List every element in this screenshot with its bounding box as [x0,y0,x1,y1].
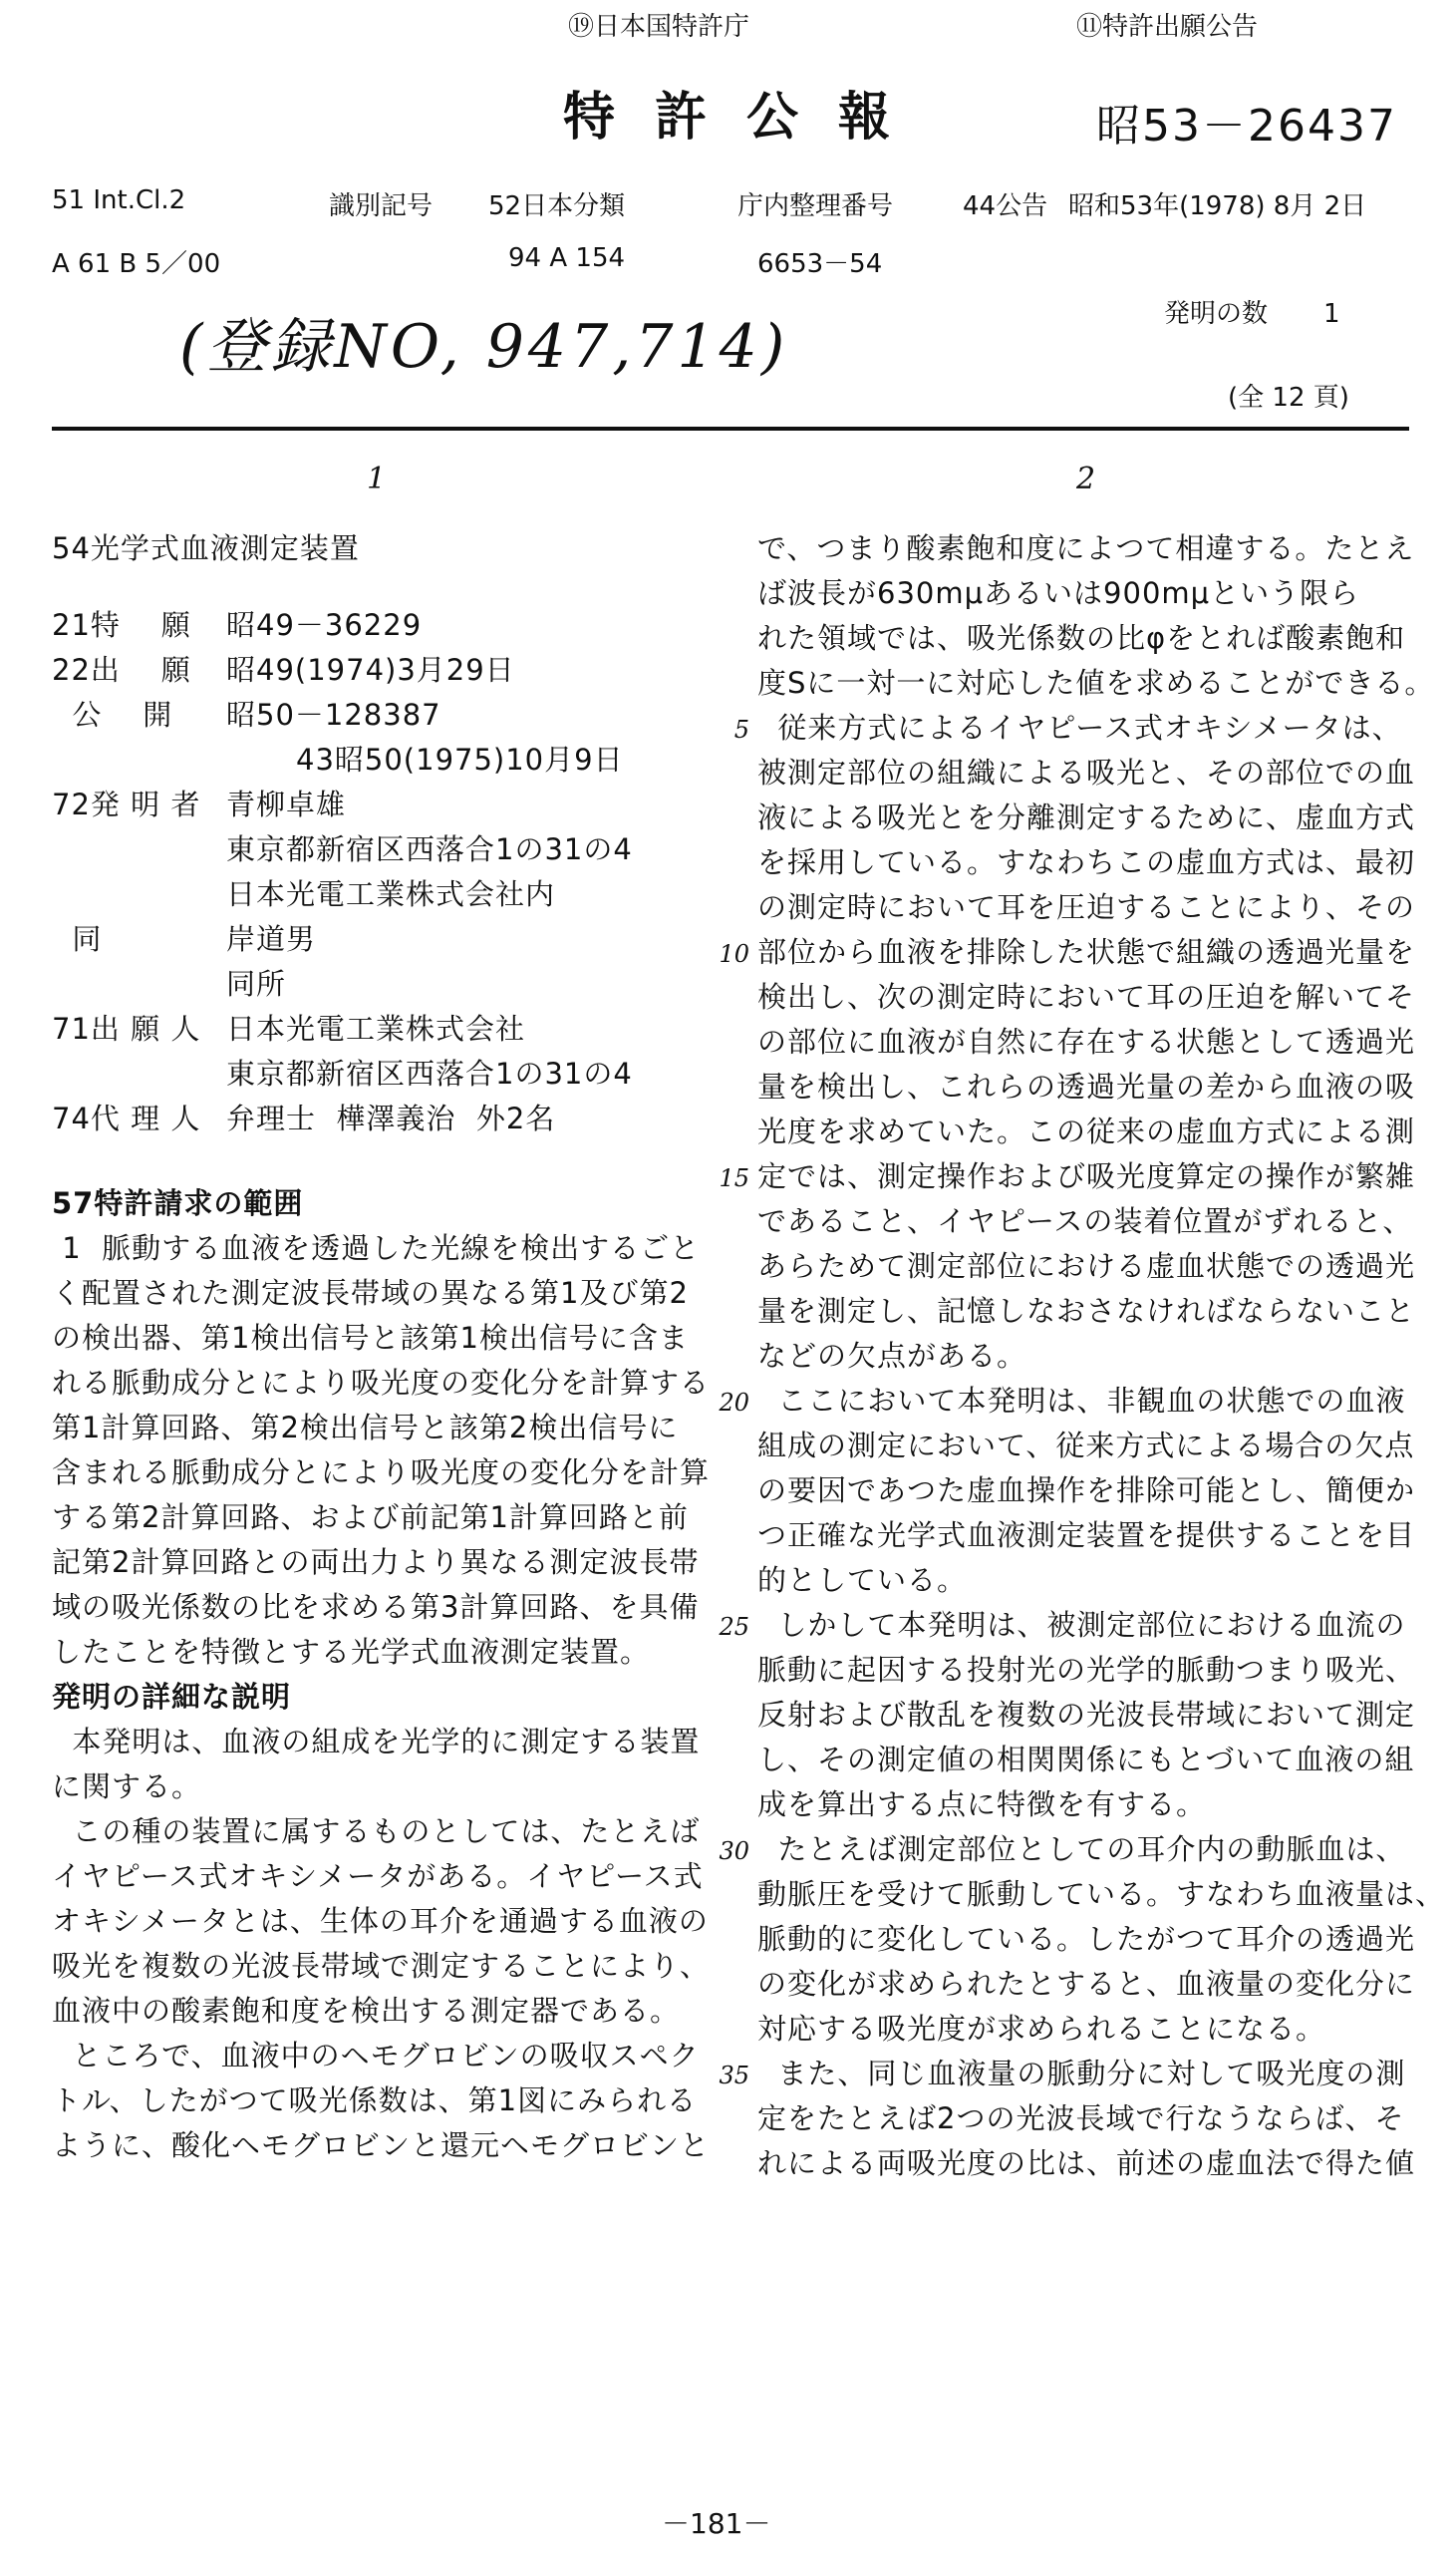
body-line-right: 液による吸光とを分離測定するために、虚血方式 [757,800,1416,834]
biblio-label: 公 開 [52,698,173,732]
biblio-value: 弁理士 樺澤義治 外2名 [226,1102,556,1135]
claims-heading: 57特許請求の範囲 [52,1186,304,1220]
right-column [757,526,1446,2186]
body-line-right: を採用している。すなわちこの虚血方式は、最初 [757,845,1416,879]
detail-line: 血液中の酸素飽和度を検出する測定器である。 [52,1994,681,2028]
body-line-right: であること、イヤピースの装着位置がずれると、 [757,1204,1413,1238]
kokoku-date: 昭和53年(1978) 8月 2日 [1068,191,1367,221]
body-line-right: つ正確な光学式血液測定装置を提供することを目 [757,1518,1416,1552]
biblio-label: 同 [52,922,103,956]
biblio-value: 昭50－128387 [226,698,441,732]
claims-line: 記第2計算回路との両出力より異なる測定波長帯 [52,1545,700,1579]
gazette-title: 特許公報 [563,88,931,148]
jp-class-label: 52日本分類 [488,191,626,221]
line-number: 10 [719,940,749,968]
biblio-value: 青柳卓雄 [226,788,347,821]
claims-line: 1 脈動する血液を透過した光線を検出するごと [52,1231,701,1265]
biblio-row [52,872,710,917]
body-line-right: 反射および散乱を複数の光波長帯域において測定 [757,1698,1416,1732]
body-line-right: 脈動的に変化している。したがつて耳介の透過光 [757,1922,1416,1956]
line-number: 20 [719,1389,749,1417]
seiri-label: 庁内整理番号 [737,191,894,221]
biblio-row [52,738,710,783]
header-rule [52,427,1409,431]
claims-line: れる脈動成分とにより吸光度の変化分を計算する [52,1366,711,1400]
publication-kind: ⑪特許出願公告 [1076,12,1259,42]
biblio-label: 22出 願 [52,653,191,687]
biblio-value: 日本光電工業株式会社 [226,1012,526,1046]
detail-heading: 発明の詳細な説明 [52,1680,292,1714]
line-number: 5 [733,716,749,744]
body-line-right: ここにおいて本発明は、非観血の状態での血液 [757,1384,1406,1418]
biblio-row [52,1097,710,1141]
biblio-value: 東京都新宿区西落合1の31の4 [226,832,633,866]
body-line-right: で、つまり酸素飽和度によつて相違する。たとえ [757,531,1415,565]
body-line-right: 量を検出し、これらの透過光量の差から血液の吸 [757,1070,1416,1104]
body-line-right: 動脈圧を受けて脈動している。すなわち血液量は、 [757,1877,1446,1911]
shikibetsu-label: 識別記号 [329,191,434,221]
kokoku-label: 44公告 [963,191,1048,221]
biblio-label [52,1052,226,1097]
claims-line: の検出器、第1検出信号と該第1検出信号に含ま [52,1321,689,1355]
body-line-right: 被測定部位の組織による吸光と、その部位での血 [757,756,1416,790]
line-number: 25 [719,1613,749,1641]
line-number: 35 [719,2062,749,2089]
body-line-right: 従来方式によるイヤピース式オキシメータは、 [757,711,1402,745]
total-pages: (全 12 頁) [1228,383,1349,413]
biblio-value: 43昭50(1975)10月9日 [296,743,624,777]
left-column [52,526,710,2168]
office-name: ⑲日本国特許庁 [568,12,750,42]
detail-line: イヤピース式オキシメータがある。イヤピース式 [52,1859,704,1893]
biblio-value: 日本光電工業株式会社内 [226,877,556,911]
claims-line: したことを特徴とする光学式血液測定装置。 [52,1635,651,1669]
body-line-right: 脈動に起因する投射光の光学的脈動つまり吸光、 [757,1653,1416,1687]
biblio-value: 昭49(1974)3月29日 [226,653,515,687]
biblio-label [52,738,226,783]
body-line-right: 対応する吸光度が求められることになる。 [757,2012,1326,2046]
body-line-right: れによる両吸光度の比は、前述の虚血法で得た値 [757,2146,1416,2180]
claims-line: 域の吸光係数の比を求める第3計算回路、を具備 [52,1590,700,1624]
detail-line: 本発明は、血液の組成を光学的に測定する装置 [52,1725,701,1758]
intcl-value: A 61 B 5／00 [52,249,221,279]
biblio-row [52,603,710,648]
body-line-right: たとえば測定部位としての耳介内の動脈血は、 [757,1832,1406,1866]
biblio-label [52,872,226,917]
jp-class-value: 94 A 154 [508,243,626,273]
biblio-row [52,962,710,1007]
body-line-right: 定をたとえば2つの光波長域で行なうならば、そ [757,2101,1405,2135]
biblio-row [52,1052,710,1097]
seiri-value: 6653－54 [757,249,883,279]
body-line-right: の部位に血液が自然に存在する状態として透過光 [757,1025,1416,1059]
biblio-value: 昭49－36229 [226,608,423,642]
body-line-right: また、同じ血液量の脈動分に対して吸光度の測 [757,2057,1406,2090]
claims-text [52,1226,710,1675]
registration-handwritten: (登録NO, 947,714) [179,312,789,382]
page-number: －181－ [662,2507,771,2540]
body-line-right: あらためて測定部位における虚血状態での透過光 [757,1249,1416,1283]
body-line-right: 光度を求めていた。この従来の虚血方式による測 [757,1115,1416,1148]
biblio-label: 21特 願 [52,608,191,642]
body-line-right: しかして本発明は、被測定部位における血流の [757,1608,1406,1642]
body-line-right: 定では、測定操作および吸光度算定の操作が繁雑 [757,1159,1416,1193]
invention-title: 54光学式血液測定装置 [52,531,360,565]
body-line-right: 度Sに一対一に対応した値を求めることができる。 [757,666,1435,700]
claims-line: く配置された測定波長帯域の異なる第1及び第2 [52,1276,689,1310]
claims-line: 含まれる脈動成分とにより吸光度の変化分を計算 [52,1455,711,1489]
biblio-label: 72発 明 者 [52,788,201,821]
publication-number: 昭53－26437 [1096,101,1397,152]
body-line-right: 成を算出する点に特徴を有する。 [757,1787,1207,1821]
biblio-value: 東京都新宿区西落合1の31の4 [226,1057,633,1091]
body-line-right: 部位から血液を排除した状態で組織の透過光量を [757,935,1416,969]
biblio-row [52,693,710,738]
biblio-label: 71出 願 人 [52,1012,201,1046]
column-number-right: 2 [1076,462,1096,496]
body-line-right: 量を測定し、記憶しなおさなければならないこと [757,1294,1416,1328]
detail-line: トル、したがつて吸光係数は、第1図にみられる [52,2083,698,2117]
body-line-right: れた領域では、吸光係数の比φをとれば酸素飽和 [757,621,1406,655]
body-line-right: し、その測定値の相関関係にもとづいて血液の組 [757,1743,1415,1776]
detail-text [52,1720,710,2168]
detail-line: この種の装置に属するものとしては、たとえば [52,1814,701,1848]
inventions-label: 発明の数 [1164,299,1269,329]
detail-line: ように、酸化ヘモグロビンと還元ヘモグロビンと [52,2128,711,2162]
detail-line: オキシメータとは、生体の耳介を通過する血液の [52,1904,709,1938]
body-line-right: などの欠点がある。 [757,1339,1027,1373]
biblio-row [52,1007,710,1052]
body-line-right: の要因であつた虚血操作を排除可能とし、簡便か [757,1473,1416,1507]
detail-line: に関する。 [52,1769,202,1803]
body-line-right: の測定時において耳を圧迫することにより、その [757,890,1416,924]
detail-line: 吸光を複数の光波長帯域で測定することにより、 [52,1949,711,1983]
biblio-row [52,648,710,693]
biblio-label: 74代 理 人 [52,1102,201,1135]
body-line-right: 検出し、次の測定時において耳の圧迫を解いてそ [757,980,1416,1014]
body-line-right: の変化が求められたとすると、血液量の変化分に [757,1967,1416,2001]
intcl-label: 51 Int.Cl.2 [52,185,186,215]
biblio-row [52,827,710,872]
line-number: 30 [719,1837,749,1865]
claims-line: 第1計算回路、第2検出信号と該第2検出信号に [52,1411,679,1444]
biblio-value: 岸道男 [226,922,317,956]
biblio-label [52,962,226,1007]
body-line-right: 組成の測定において、従来方式による場合の欠点 [757,1429,1415,1462]
inventions-count: 1 [1323,299,1340,329]
body-line-right: 的としている。 [757,1563,968,1597]
biblio-row [52,783,710,827]
detail-line: ところで、血液中のヘモグロビンの吸収スペク [52,2039,700,2073]
biblio-value: 同所 [226,967,287,1001]
column-number-left: 1 [367,462,387,496]
line-number: 15 [719,1164,749,1192]
biblio-label [52,827,226,872]
body-line-right: ば波長が630mμあるいは900mμという限ら [757,576,1360,610]
claims-line: する第2計算回路、および前記第1計算回路と前 [52,1500,689,1534]
biblio-row [52,917,710,962]
bibliographic-data [52,603,710,1141]
